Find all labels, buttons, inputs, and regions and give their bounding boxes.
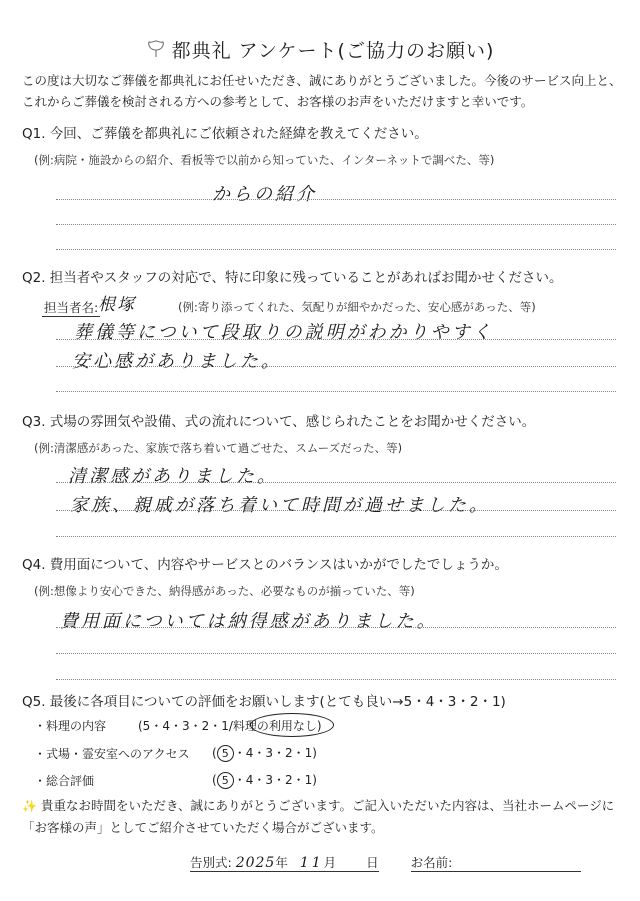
- q1-answer-line: [56, 249, 616, 250]
- day-unit: 日: [366, 855, 379, 870]
- q4-answer-line: [56, 679, 616, 680]
- q3-example: (例:清潔感があった、家族で落ち着いて過ごせた、スムーズだった、等): [34, 441, 403, 455]
- year-unit: 年: [275, 855, 288, 870]
- q3-answer-line: [56, 510, 616, 511]
- q2-answer-line: [56, 366, 616, 367]
- q4-answer-line: [56, 653, 616, 654]
- title-text: 都典礼 アンケート(ご協力のお願い): [171, 40, 495, 62]
- rating-item-access: [34, 745, 190, 762]
- q3-answer-line2: 家族、親戚が落ち着いて時間が過せました。: [70, 495, 490, 516]
- q5-question: Q5. 最後に各項目についての評価をお願いします(とても良い→5・4・3・2・1): [22, 694, 506, 710]
- staff-name-value: 根塚: [98, 295, 136, 315]
- q1-answer-line: [56, 199, 616, 200]
- rating-scale-paren: (: [212, 773, 217, 787]
- funeral-year: 2025: [235, 855, 276, 871]
- intro-text: この度は大切なご葬儀を都典礼にお任せいただき、誠にありがとうございました。今後のサービス向上と、これからご葬儀を検討される方への参考として、お客様のお声をいただけますと幸いです。: [22, 73, 622, 109]
- rating-item-overall: [34, 772, 94, 789]
- rating-item-food: [34, 717, 106, 734]
- footer-note: [22, 795, 622, 838]
- staff-name-label: 担当者名:: [44, 300, 99, 315]
- rating-item-label: ・式場・霊安室へのアクセス: [34, 747, 190, 761]
- ginkgo-leaf-icon: [146, 39, 166, 59]
- rating-scale-none-option: 料理の利用なし): [232, 719, 322, 733]
- q1-answer: からの紹介: [212, 184, 317, 205]
- page-title: [0, 36, 640, 63]
- q1-example: (例:病院・施設からの紹介、看板等で以前から知っていた、インターネットで調べた、等): [34, 153, 495, 167]
- selected-mark-circle: [250, 713, 334, 737]
- rating-item-label: ・料理の内容: [34, 719, 107, 733]
- selected-rating-circle: 5: [217, 745, 234, 762]
- q3-question: Q3. 式場の雰囲気や設備、式の流れについて、感じられたことをお聞かせください。: [22, 414, 536, 430]
- q1-question: Q1. 今回、ご葬儀を都典礼にご依頼された経緯を教えてください。: [22, 126, 428, 142]
- q2-question: Q2. 担当者やスタッフの対応で、特に印象に残っていることがあればお聞かせください。: [22, 270, 563, 286]
- rating-scale-overall: [212, 771, 317, 789]
- q2-answer-line2: 安心感がありました。: [72, 351, 282, 372]
- sparkle-icon: ✨: [22, 799, 37, 813]
- rating-scale-paren: (: [212, 746, 217, 760]
- q4-answer: 費用面については納得感がありました。: [60, 611, 438, 632]
- q4-question: Q4. 費用面について、内容やサービスとのバランスはいかがでしたでしょうか。: [22, 557, 508, 573]
- rating-scale-access: [212, 744, 317, 762]
- q3-answer-line: [56, 536, 616, 537]
- rating-scale-options: ・4・3・2・1): [233, 746, 317, 760]
- footer-text: 貴重なお時間をいただき、誠にありがとうございます。ご記入いただいた内容は、当社ホームページに「お客様の声」としてご紹介させていただく場合がございます。: [22, 798, 615, 835]
- q3-answer-line1: 清潔感がありました。: [68, 466, 278, 487]
- customer-name-field: [411, 853, 581, 872]
- month-unit: 月: [323, 855, 337, 870]
- rating-item-label: ・総合評価: [34, 774, 95, 788]
- q4-answer-line: [56, 627, 616, 628]
- funeral-month: 11: [299, 855, 324, 871]
- signature-line: [190, 853, 581, 872]
- rating-scale-options: (5・4・3・2・1/: [138, 719, 233, 733]
- q1-answer-line: [56, 224, 616, 225]
- q3-answer-line: [56, 482, 616, 483]
- q2-answer-line: [56, 391, 616, 392]
- q2-example: (例:寄り添ってくれた、気配りが細やかだった、安心感があった、等): [178, 300, 536, 314]
- q2-answer-line1: 葬儀等について段取りの説明がわかりやすく: [74, 322, 494, 343]
- q4-example: (例:想像より安心できた、納得感があった、必要なものが揃っていた、等): [34, 584, 415, 598]
- rating-scale-options: ・4・3・2・1): [233, 773, 317, 787]
- q2-answer-line: [56, 339, 616, 340]
- selected-rating-circle: 5: [217, 772, 234, 789]
- funeral-date: [190, 853, 379, 872]
- name-label: お名前:: [410, 855, 453, 870]
- funeral-date-label: 告別式:: [190, 855, 232, 870]
